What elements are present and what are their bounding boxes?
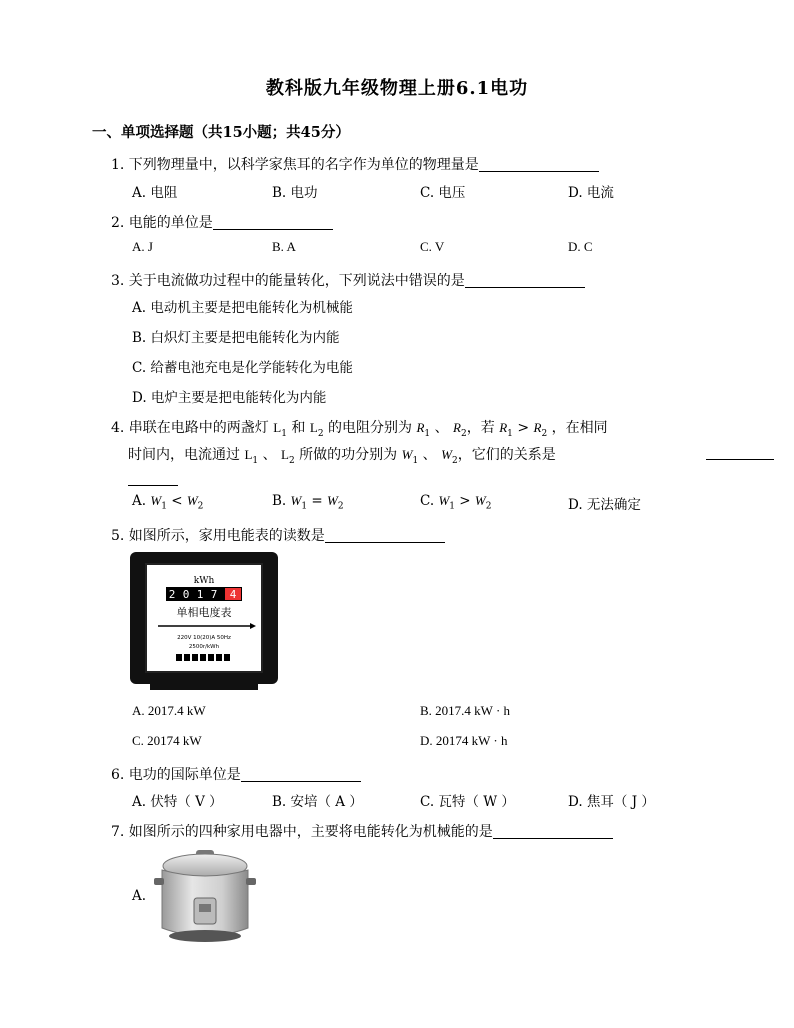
question-4-line-2: 时间内，电流通过 $L_1$ 、 $L_2$ 所做的功分别为 $W_1$ 、 $W_2$，它们的关系是 xyxy=(128,447,556,466)
answer-blank xyxy=(128,471,178,486)
question-1 xyxy=(111,154,599,174)
answer-blank xyxy=(241,767,361,782)
answer-blank xyxy=(479,157,599,172)
question-3-text: 3. 关于电流做功过程中的能量转化，下列说法中错误的是 xyxy=(111,273,465,289)
q3-option-a: A. 电动机主要是把电能转化为机械能 xyxy=(132,300,353,316)
meter-decimal-digit: 4 xyxy=(229,588,237,601)
question-4-line-1: 4. 串联在电路中的两盏灯 $L_1$ 和 $L_2$ 的电阻分别为 $R_1$ 、 $R_2$，若 $R_1 > R_2$ ，在相同 xyxy=(111,420,608,439)
q5-option-a: A. 2017.4 kW xyxy=(132,703,206,718)
cooker-handle-left xyxy=(154,878,164,885)
q2-option-a: A. J xyxy=(132,239,153,254)
meter-unit-label: kWh xyxy=(193,576,215,586)
answer-blank xyxy=(465,273,585,288)
question-6 xyxy=(111,764,361,784)
q3-option-d: D. 电炉主要是把电能转化为内能 xyxy=(132,390,327,406)
answer-blank xyxy=(213,215,333,230)
q1-option-b: B. 电功 xyxy=(272,185,318,201)
meter-indicator-squares xyxy=(176,654,230,661)
q5-option-b: B. 2017.4 kW · h xyxy=(420,703,511,718)
question-5-text: 5. 如图所示，家用电能表的读数是 xyxy=(111,528,325,544)
meter-base xyxy=(150,680,258,690)
answer-blank xyxy=(493,824,613,839)
q1-option-a: A. 电阻 xyxy=(132,185,178,201)
meter-spec: 220V 10(20)A 50Hz xyxy=(177,635,231,641)
q6-option-c: C. 瓦特（ W ） xyxy=(420,794,515,810)
answer-blank xyxy=(325,528,445,543)
question-2 xyxy=(111,212,333,232)
question-1-text: 1. 下列物理量中，以科学家焦耳的名字作为单位的物理量是 xyxy=(111,157,479,173)
page-title: 教科版九年级物理上册6.1电功 xyxy=(265,78,529,99)
section-heading: 一、单项选择题（共15小题；共45分） xyxy=(92,124,350,141)
question-5 xyxy=(111,525,445,545)
question-6-text: 6. 电功的国际单位是 xyxy=(111,767,241,783)
electric-meter-image xyxy=(128,550,280,692)
q4-option-a: A. $W_1 < W_2$ xyxy=(132,493,204,512)
q2-option-b: B. A xyxy=(272,239,296,254)
cooker-handle-right xyxy=(246,878,256,885)
q2-option-d: D. C xyxy=(568,239,593,254)
q6-option-b: B. 安培（ A ） xyxy=(272,794,363,810)
rice-cooker-image xyxy=(152,848,258,948)
question-3 xyxy=(111,270,585,290)
q7-option-a: A. xyxy=(132,888,147,904)
q3-option-b: B. 白炽灯主要是把电能转化为内能 xyxy=(132,330,340,346)
question-2-text: 2. 电能的单位是 xyxy=(111,215,213,231)
meter-digit: 2 xyxy=(168,588,176,601)
question-7-text: 7. 如图所示的四种家用电器中，主要将电能转化为机械能的是 xyxy=(111,824,493,840)
answer-blank xyxy=(706,445,774,460)
cooker-base xyxy=(169,930,241,942)
q5-option-d: D. 20174 kW · h xyxy=(420,733,508,748)
q4-option-c: C. $W_1 > W_2$ xyxy=(420,493,492,512)
meter-digit: 1 xyxy=(196,588,204,601)
q1-option-d: D. 电流 xyxy=(568,185,614,201)
meter-digit: 7 xyxy=(210,588,218,601)
question-7 xyxy=(111,821,613,841)
meter-rate: 2500r/kWh xyxy=(188,644,220,650)
meter-digit: 0 xyxy=(182,588,190,601)
q2-option-c: C. V xyxy=(420,239,445,254)
q4-option-b: B. $W_1 = W_2$ xyxy=(272,493,344,512)
q3-option-c: C. 给蓄电池充电是化学能转化为电能 xyxy=(132,360,353,376)
q6-option-a: A. 伏特（ V ） xyxy=(132,794,223,810)
meter-name: 单相电度表 xyxy=(176,606,232,619)
q4-option-d: D. 无法确定 xyxy=(568,497,641,513)
q1-option-c: C. 电压 xyxy=(420,185,466,201)
q5-option-c: C. 20174 kW xyxy=(132,733,202,748)
q6-option-d: D. 焦耳（ J ） xyxy=(568,794,655,810)
cooker-switch xyxy=(199,904,211,912)
